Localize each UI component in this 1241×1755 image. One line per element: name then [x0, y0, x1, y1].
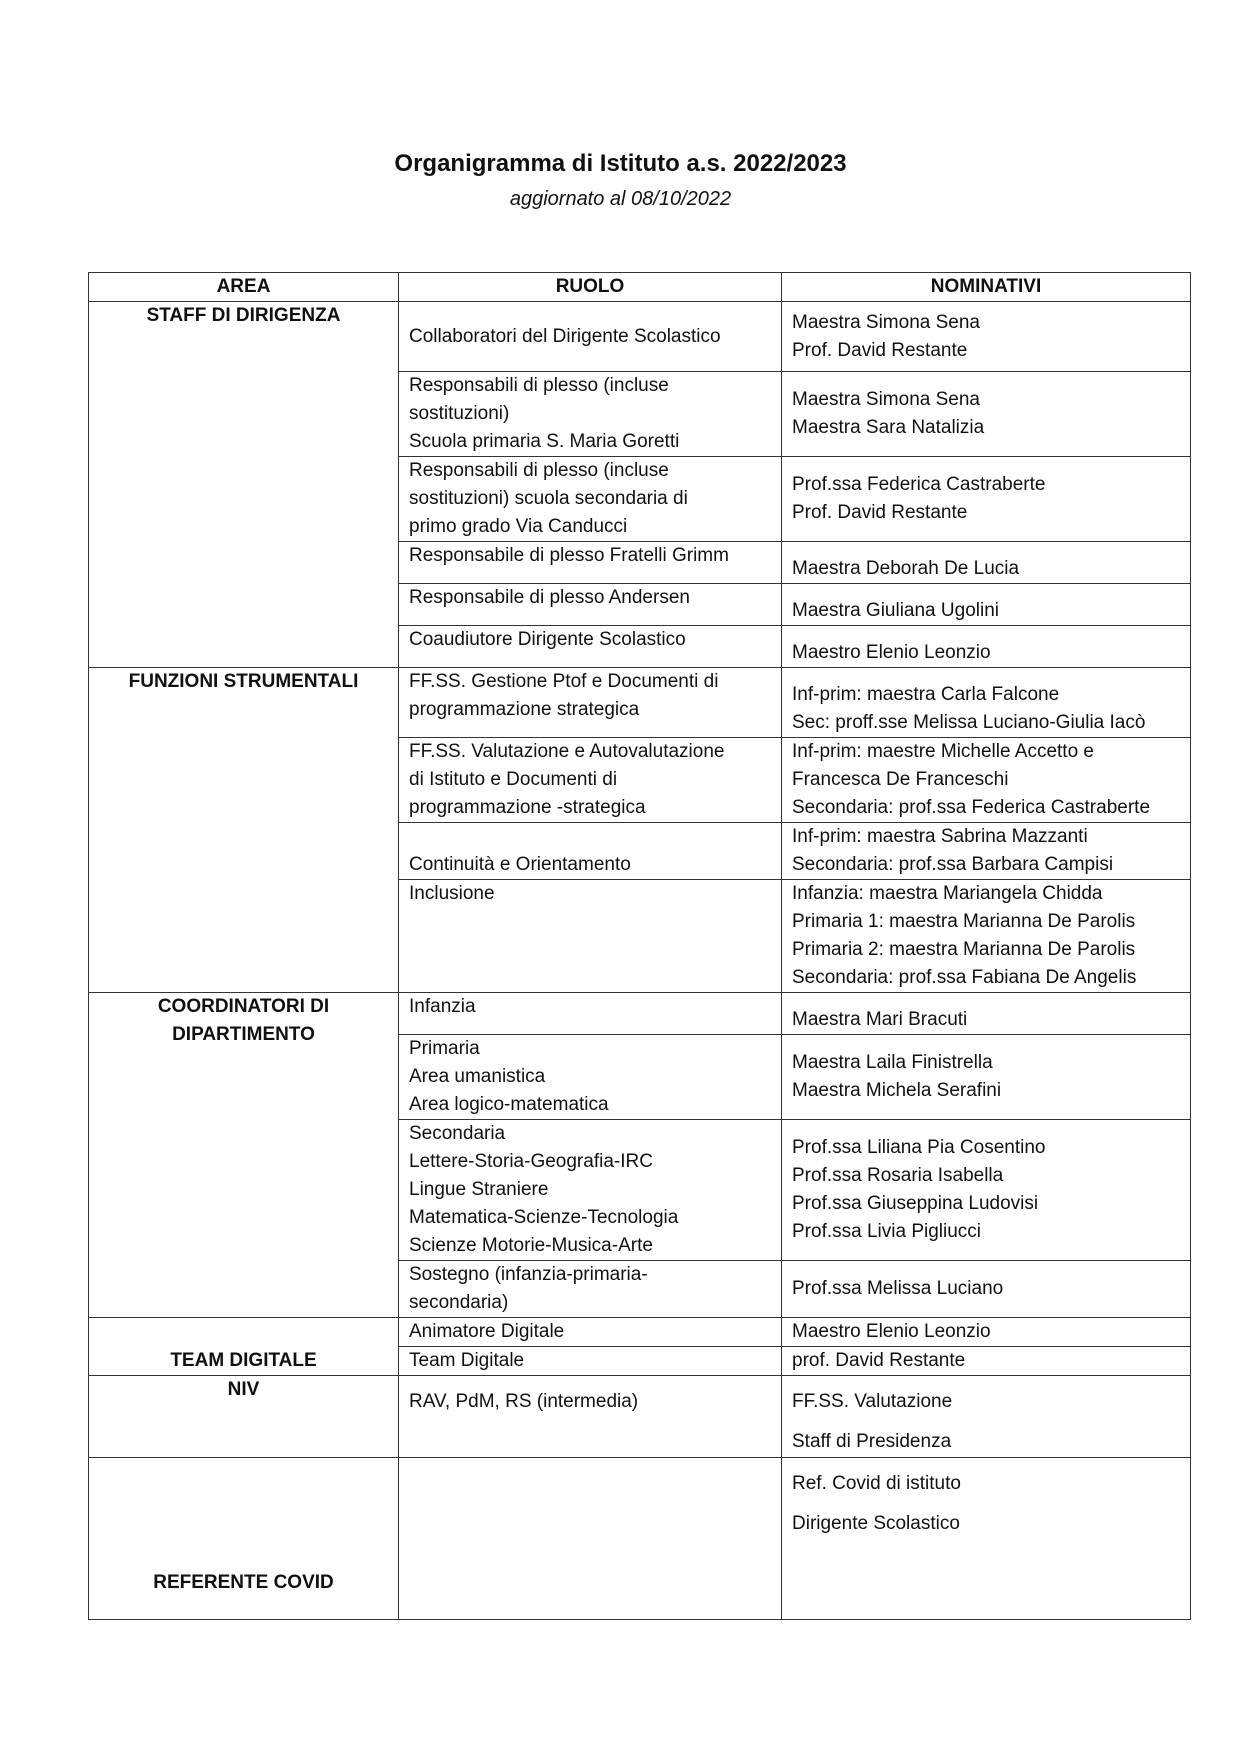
ruolo-line: Infanzia [409, 996, 476, 1017]
ruolo-line: Continuità e Orientamento [409, 854, 631, 875]
ruolo-cell [399, 1458, 782, 1620]
table-row [89, 993, 1191, 1035]
nominativi-cell [782, 738, 1191, 823]
ruolo-cell [399, 993, 782, 1035]
nominativo-line: Prof.ssa Livia Pigliucci [792, 1221, 982, 1242]
nominativo-line: Prof.ssa Rosaria Isabella [792, 1165, 1004, 1186]
ruolo-line: Responsabile di plesso Andersen [409, 587, 690, 608]
ruolo-cell [399, 1318, 782, 1347]
ruolo-cell [399, 457, 782, 542]
ruolo-cell [399, 738, 782, 823]
nominativo-line: Primaria 2: maestra Marianna De Parolis [792, 939, 1136, 960]
nominativi-cell [782, 457, 1191, 542]
ruolo-line: Coaudiutore Dirigente Scolastico [409, 629, 686, 650]
ruolo-line: Scuola primaria S. Maria Goretti [409, 431, 680, 452]
nominativo-line: Maestro Elenio Leonzio [792, 1321, 991, 1342]
header-row [89, 273, 1191, 302]
nominativo-line: Prof. David Restante [792, 339, 968, 361]
ruolo-line: sostituzioni) scuola secondaria di [409, 488, 688, 509]
nominativo-line: Prof.ssa Giuseppina Ludovisi [792, 1193, 1039, 1214]
ruolo-line: Lettere-Storia-Geografia-IRC [409, 1151, 653, 1172]
nominativo-line: Maestra Sara Natalizia [792, 417, 985, 438]
nominativi-cell [782, 993, 1191, 1035]
nominativo-line: Prof.ssa Federica Castraberte [792, 474, 1046, 495]
nominativo-line: Dirigente Scolastico [792, 1513, 960, 1534]
ruolo-line: primo grado Via Canducci [409, 516, 628, 537]
table-row [89, 302, 1191, 372]
table-row [89, 1376, 1191, 1458]
nominativi-cell [782, 1120, 1191, 1261]
nominativo-line: Prof.ssa Liliana Pia Cosentino [792, 1137, 1046, 1158]
nominativo-line: Ref. Covid di istituto [792, 1473, 961, 1494]
ruolo-cell [399, 626, 782, 668]
nominativi-cell [782, 1458, 1191, 1620]
nominativo-line: FF.SS. Valutazione [792, 1391, 953, 1412]
nominativo-line: Secondaria: prof.ssa Federica Castraberte [792, 797, 1151, 818]
nominativo-line: Francesca De Franceschi [792, 769, 1009, 790]
ruolo-line: Team Digitale [409, 1350, 525, 1371]
ruolo-line: FF.SS. Valutazione e Autovalutazione [409, 741, 725, 762]
nominativi-cell [782, 1318, 1191, 1347]
ruolo-cell [399, 1120, 782, 1261]
ruolo-line: Animatore Digitale [409, 1321, 565, 1342]
nominativo-line: Secondaria: prof.ssa Barbara Campisi [792, 854, 1114, 875]
nominativo-line: Maestra Simona Sena [792, 389, 980, 410]
ruolo-cell [399, 880, 782, 993]
nominativo-line: Primaria 1: maestra Marianna De Parolis [792, 911, 1136, 932]
nominativo-line: Maestra Michela Serafini [792, 1080, 1002, 1101]
area-niv [89, 1376, 399, 1458]
ruolo-line: Responsabili di plesso (incluse [409, 375, 669, 396]
nominativi-cell [782, 1261, 1191, 1318]
ruolo-line: FF.SS. Gestione Ptof e Documenti di [409, 671, 719, 692]
ruolo-cell [399, 1347, 782, 1376]
area-coordinatori-di-dipartimento [89, 993, 399, 1318]
ruolo-cell [399, 584, 782, 626]
ruolo-cell [399, 823, 782, 880]
ruolo-line: Sostegno (infanzia-primaria- [409, 1264, 648, 1285]
table-row [89, 668, 1191, 738]
nominativi-cell [782, 302, 1191, 372]
table-row [89, 1318, 1191, 1347]
ruolo-cell [399, 1035, 782, 1120]
nominativo-line: Inf-prim: maestre Michelle Accetto e [792, 741, 1094, 762]
nominativo-line: prof. David Restante [792, 1350, 966, 1371]
nominativo-line: Prof.ssa Melissa Luciano [792, 1278, 1004, 1299]
nominativo-line: Prof. David Restante [792, 502, 968, 523]
ruolo-cell [399, 1261, 782, 1318]
nominativi-cell [782, 1376, 1191, 1458]
ruolo-line: Lingue Straniere [409, 1179, 549, 1200]
ruolo-cell [399, 668, 782, 738]
nominativo-line: Maestra Simona Sena [792, 311, 980, 333]
nominativo-line: Maestro Elenio Leonzio [792, 642, 991, 663]
header-area: AREA [89, 273, 399, 302]
nominativi-cell [782, 823, 1191, 880]
nominativo-line: Maestra Giuliana Ugolini [792, 600, 999, 621]
area-line: COORDINATORI DI [157, 996, 330, 1017]
ruolo-line: RAV, PdM, RS (intermedia) [409, 1391, 639, 1412]
nominativo-line: Inf-prim: maestra Carla Falcone [792, 684, 1060, 705]
ruolo-line: Matematica-Scienze-Tecnologia [409, 1207, 679, 1228]
ruolo-line: Inclusione [409, 883, 495, 904]
ruolo-cell [399, 302, 782, 372]
ruolo-line: secondaria) [409, 1292, 509, 1313]
ruolo-line: Scienze Motorie-Musica-Arte [409, 1235, 653, 1256]
nominativo-line: Maestra Deborah De Lucia [792, 558, 1020, 579]
ruolo-line: sostituzioni) [409, 403, 510, 424]
nominativi-cell [782, 542, 1191, 584]
header-ruolo: RUOLO [399, 273, 782, 302]
area-staff-di-dirigenza: STAFF DI DIRIGENZA [89, 302, 399, 668]
nominativi-cell [782, 668, 1191, 738]
nominativi-cell [782, 372, 1191, 457]
ruolo-line: Secondaria [409, 1123, 506, 1144]
ruolo-line: Responsabili di plesso (incluse [409, 460, 669, 481]
nominativi-cell [782, 1347, 1191, 1376]
area-funzioni-strumentali: FUNZIONI STRUMENTALI [89, 668, 399, 993]
ruolo-line: Area logico-matematica [409, 1094, 609, 1115]
nominativi-cell [782, 1035, 1191, 1120]
ruolo-line: Collaboratori del Dirigente Scolastico [409, 325, 721, 347]
area-team-digitale: TEAM DIGITALE [89, 1318, 399, 1376]
nominativo-line: Inf-prim: maestra Sabrina Mazzanti [792, 826, 1088, 847]
ruolo-line: programmazione strategica [409, 699, 640, 720]
area-line: NIV [227, 1379, 260, 1400]
nominativo-line: Infanzia: maestra Mariangela Chidda [792, 883, 1103, 904]
page-subtitle: aggiornato al 08/10/2022 [509, 188, 732, 210]
organigramma-table [88, 272, 1191, 1620]
header-nominativi: NOMINATIVI [782, 273, 1191, 302]
ruolo-cell [399, 1376, 782, 1458]
table-row [89, 1458, 1191, 1620]
area-line: DIPARTIMENTO [172, 1024, 315, 1045]
nominativo-line: Staff di Presidenza [792, 1431, 952, 1452]
page-title: Organigramma di Istituto a.s. 2022/2023 [394, 150, 847, 177]
nominativi-cell [782, 584, 1191, 626]
ruolo-cell [399, 542, 782, 584]
ruolo-line: Area umanistica [409, 1066, 546, 1087]
ruolo-line: di Istituto e Documenti di [409, 769, 618, 790]
nominativi-cell [782, 880, 1191, 993]
nominativo-line: Secondaria: prof.ssa Fabiana De Angelis [792, 967, 1137, 988]
nominativo-line: Maestra Mari Bracuti [792, 1009, 968, 1030]
nominativi-cell [782, 626, 1191, 668]
area-referente-covid: REFERENTE COVID [89, 1458, 399, 1620]
nominativo-line: Maestra Laila Finistrella [792, 1052, 993, 1073]
nominativo-line: Sec: proff.sse Melissa Luciano-Giulia Iacò [792, 712, 1146, 733]
ruolo-cell [399, 372, 782, 457]
ruolo-line: Responsabile di plesso Fratelli Grimm [409, 545, 729, 566]
ruolo-line: Primaria [409, 1038, 480, 1059]
ruolo-line: programmazione -strategica [409, 797, 646, 818]
